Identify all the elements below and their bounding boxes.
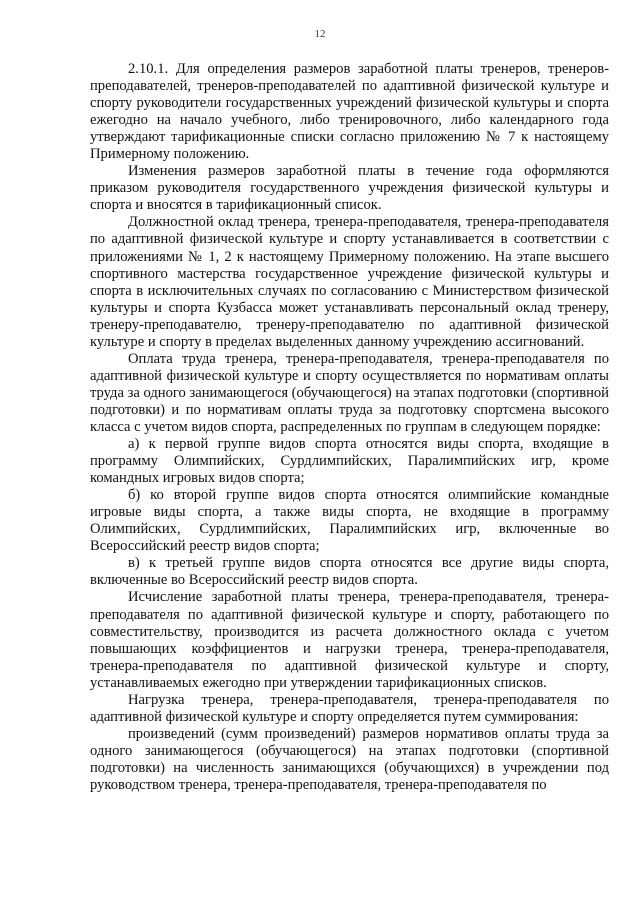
- paragraph-2-10-1: 2.10.1. Для определения размеров заработной платы тренеров, тренеров-преподавателей, тренеров-преподавателей по адаптивной физической культуре и спорту руководители государственных учреждений физической культуры и спорта ежегодно на начало учебного, либо тренировочного, либо календарного года утверждают тарификационные списки согласно приложению № 7 к настоящему Примерному положению.: [90, 61, 609, 163]
- paragraph-products: произведений (сумм произведений) размеров нормативов оплаты труда за одного занимающегося (обучающегося) на этапах подготовки (спортивной подготовки) на численность занимающихся (обучающихся) в учреждении под руководством тренера, тренера-преподавателя, тренера-преподавателя по: [90, 725, 609, 793]
- paragraph-group-b: б) ко второй группе видов спорта относятся олимпийские командные игровые виды спорта, а также виды спорта, не входящие в программу Олимпийских, Сурдлимпийских, Паралимпийских игр, включенные во Всероссийский реестр видов спорта;: [90, 487, 609, 555]
- paragraph-payment-norms: Оплата труда тренера, тренера-преподавателя, тренера-преподавателя по адаптивной физической культуре и спорту осуществляется по нормативам оплаты труда за одного занимающегося (обучающегося) на этапах подготовки (спортивной подготовки) и по нормативам оплаты труда за подготовку спортсмена высокого класса с учетом видов спорта, распределенных по группам в следующем порядке:: [90, 350, 609, 435]
- paragraph-group-a: а) к первой группе видов спорта относятся виды спорта, входящие в программу Олимпийских, Сурдлимпийских, Паралимпийских игр, кроме командных игровых видов спорта;: [90, 436, 609, 487]
- paragraph-group-c: в) к третьей группе видов спорта относятся все другие виды спорта, включенные во Всероссийский реестр видов спорта.: [90, 555, 609, 589]
- document-body: [90, 61, 609, 794]
- paragraph-official-salary: Должностной оклад тренера, тренера-преподавателя, тренера-преподавателя по адаптивной физической культуре и спорту устанавливается в соответствии с приложениями № 1, 2 к настоящему Примерному положению. На этапе высшего спортивного мастерства государственное учреждение физической культуры и спорта в исключительных случаях по согласованию с Министерством физической культуры и спорта Кузбасса может устанавливать персональный оклад тренеру, тренеру-преподавателю, тренеру-преподавателю по адаптивной физической культуре и спорту в пределах выделенных данному учреждению ассигнований.: [90, 214, 609, 350]
- paragraph-part-time: Исчисление заработной платы тренера, тренера-преподавателя, тренера-преподавателя по адаптивной физической культуре и спорту, работающего по совместительству, производится из расчета должностного оклада с учетом повышающих коэффициентов и нагрузки тренера, тренера-преподавателя, тренера-преподавателя по адаптивной физической культуре и спорту, устанавливаемых ежегодно при утверждении тарификационных списков.: [90, 589, 609, 691]
- paragraph-salary-changes: Изменения размеров заработной платы в течение года оформляются приказом руководителя государственного учреждения физической культуры и спорта и вносятся в тарификационный список.: [90, 163, 609, 214]
- page-number: 12: [314, 28, 326, 40]
- paragraph-workload: Нагрузка тренера, тренера-преподавателя, тренера-преподавателя по адаптивной физической культуре и спорту определяется путем суммирования:: [90, 691, 609, 725]
